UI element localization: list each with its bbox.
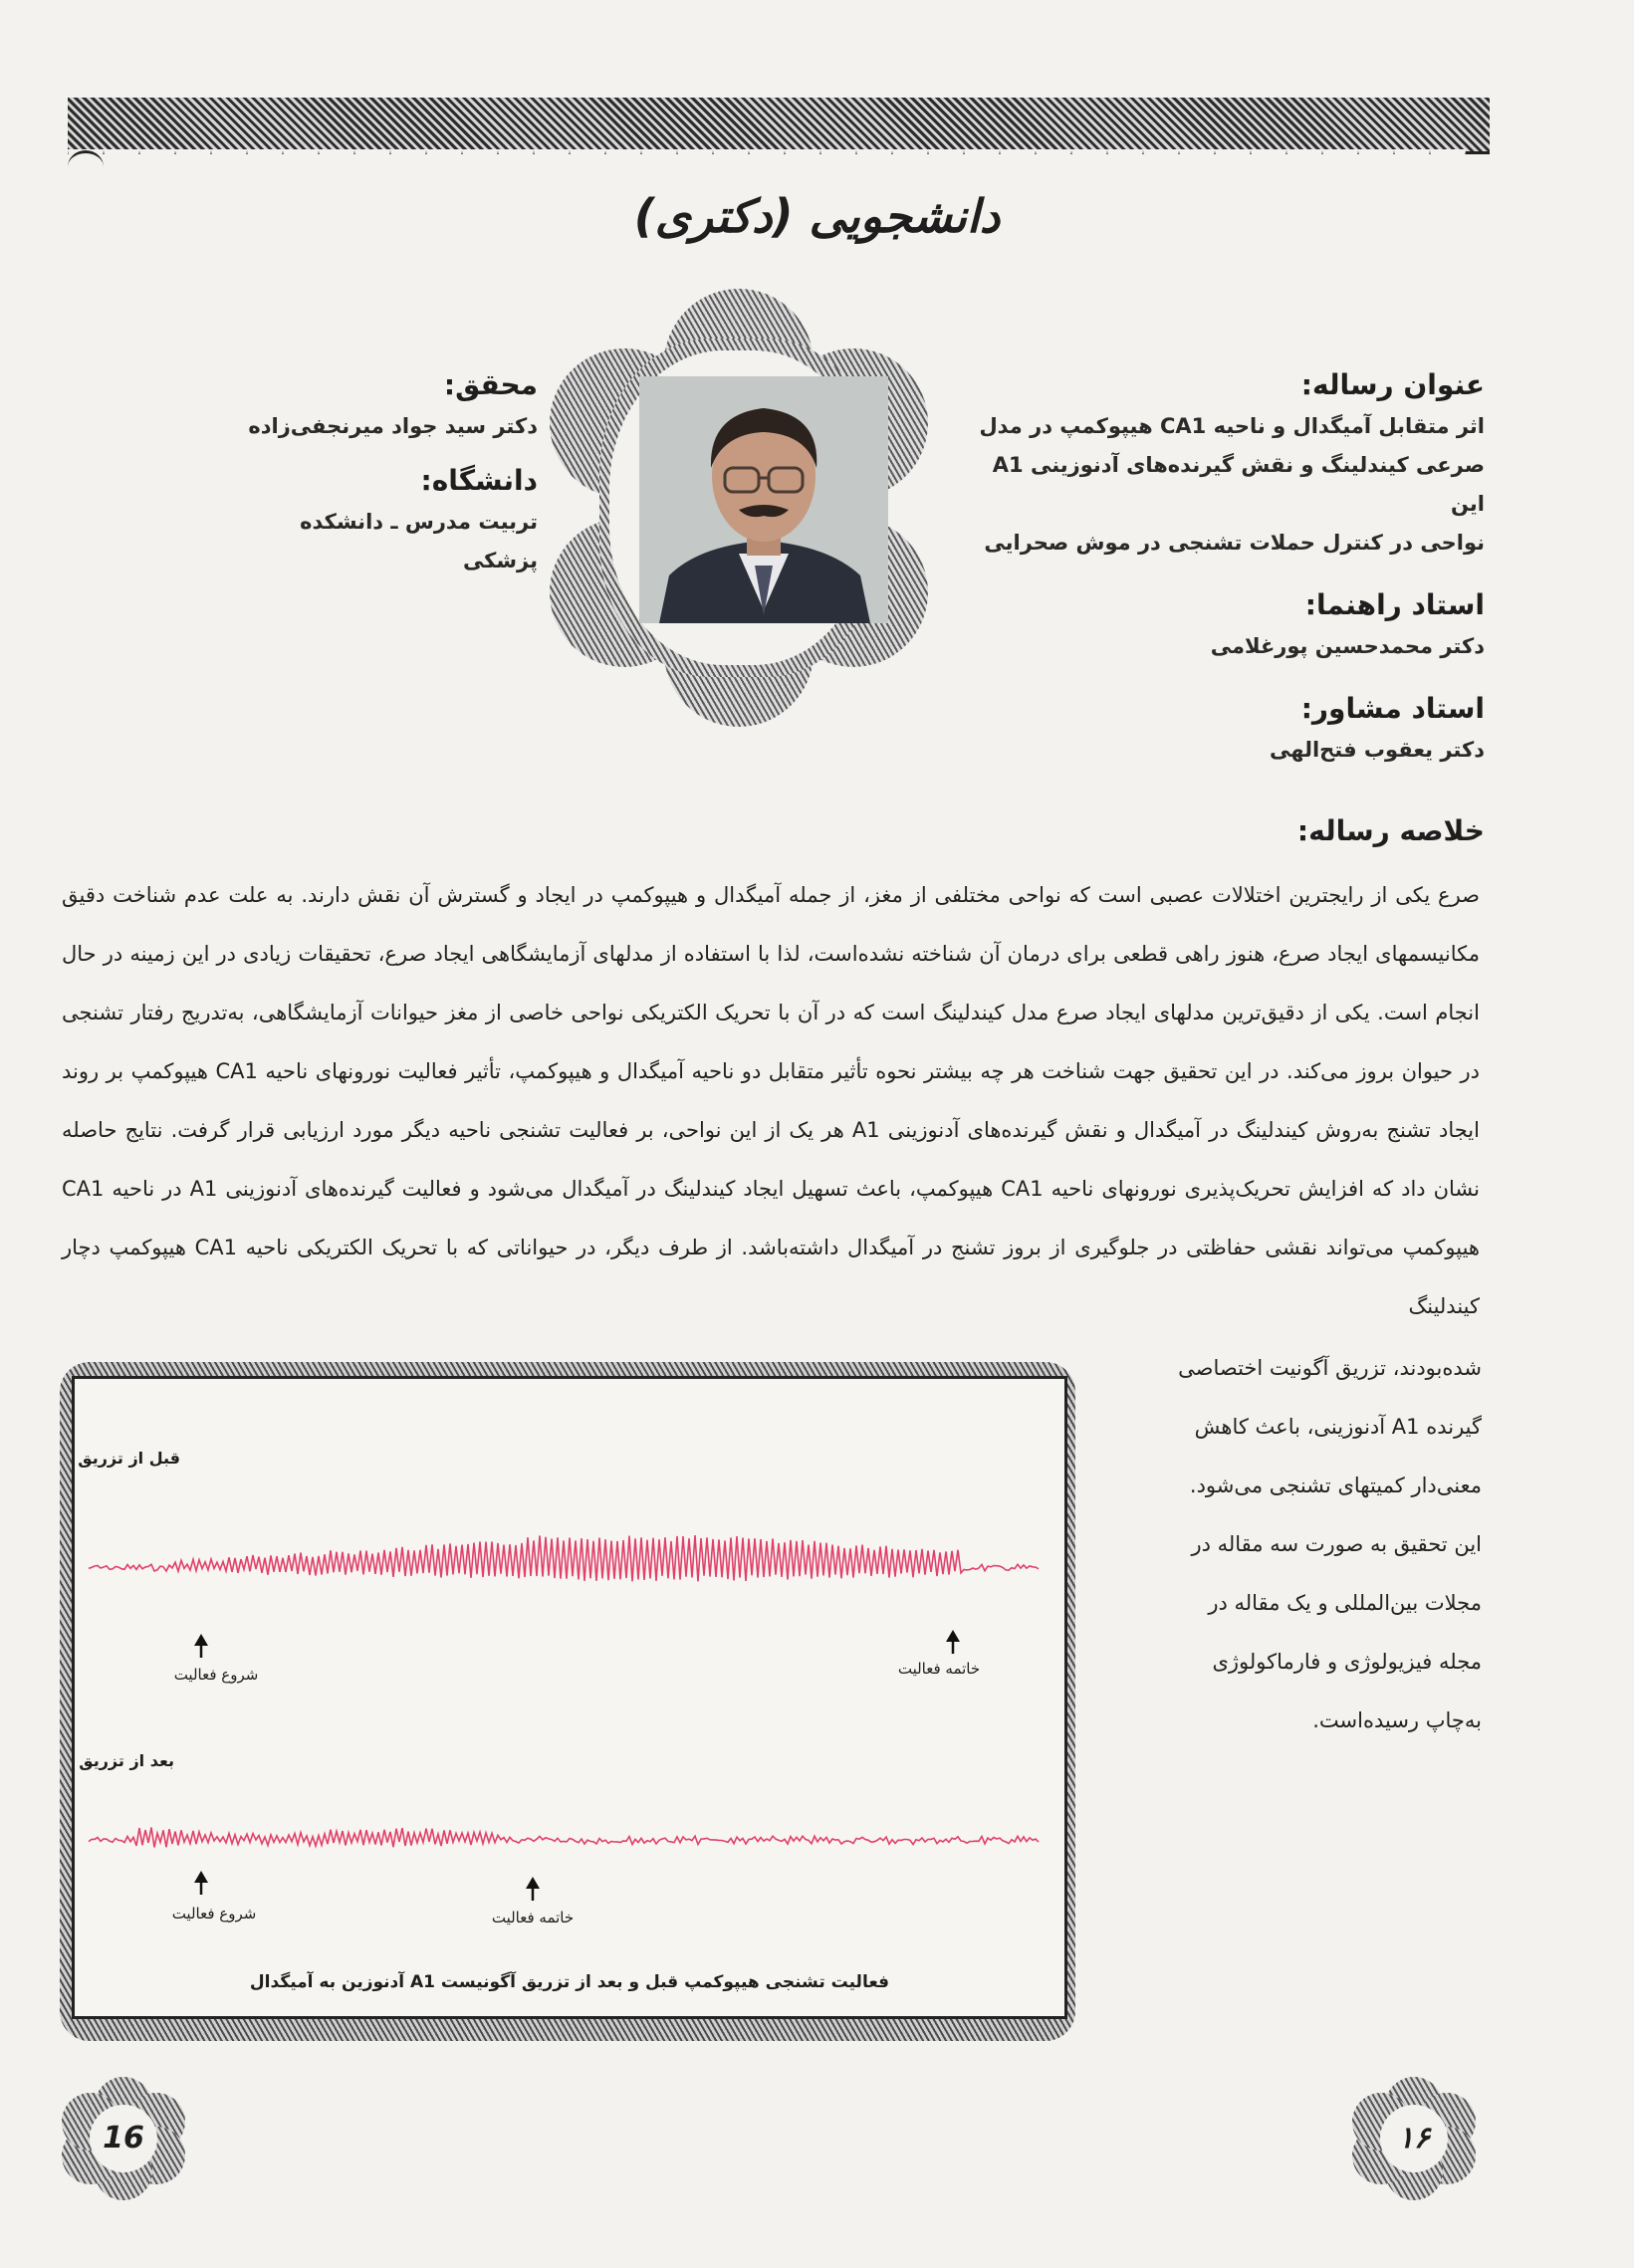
abstract-side-line: به‌چاپ رسیده‌است. <box>1312 1708 1482 1732</box>
abstract-heading: خلاصه رساله: <box>1296 814 1485 847</box>
thesis-title-line: صرعی کیندلینگ و نقش گیرنده‌های آدنوزینی A1 این <box>992 453 1485 516</box>
university-name: تربیت مدرس ـ دانشکده پزشکی <box>300 510 538 572</box>
researcher-name: دکتر سید جواد میرنجفی‌زاده <box>248 414 538 438</box>
supervisor-name: دکتر محمدحسین پورغلامی <box>1210 634 1485 658</box>
eeg-waveform <box>89 1535 1039 1581</box>
advisor-label: استاد مشاور: <box>1300 692 1485 725</box>
activity-end-label: خاتمه فعالیت <box>491 1909 575 1927</box>
abstract-body <box>62 866 1480 1336</box>
researcher-photo <box>639 376 888 623</box>
advisor-name: دکتر یعقوب فتح‌الهی <box>1269 738 1485 762</box>
abstract-side-line: این تحقیق به صورت سه مقاله در <box>1191 1532 1482 1556</box>
arrow-icon <box>946 1630 960 1654</box>
arrow-icon <box>526 1877 540 1901</box>
figure-caption: فعالیت تشنجی هیپوکمپ قبل و بعد از تزریق آگونیست A1 آدنوزین به آمیگدال <box>249 1972 890 1992</box>
page-number-left <box>62 2077 185 2200</box>
eeg-trace-after <box>89 1828 1039 1848</box>
page-title: دانشجویی (دکتری) <box>633 189 1001 243</box>
abstract-heading-block <box>987 814 1485 853</box>
university-label: دانشگاه: <box>420 464 538 497</box>
before-injection-label: قبل از تزریق <box>78 1449 180 1468</box>
arrow-icon <box>194 1871 208 1895</box>
abstract-side-line: گیرنده A1 آدنوزینی، باعث کاهش <box>1194 1415 1482 1439</box>
eeg-figure <box>72 1376 1067 2019</box>
abstract-side-line: مجله فیزیولوژی و فارماکولوژی <box>1212 1650 1482 1674</box>
after-injection-label: بعد از تزریق <box>79 1751 174 1770</box>
supervisor-label: استاد راهنما: <box>1304 588 1485 621</box>
page-number-text: ۱۶ <box>1380 2105 1448 2172</box>
eeg-waveform <box>89 1828 1039 1848</box>
abstract-continuation <box>1095 1339 1482 1750</box>
activity-start-label: شروع فعالیت <box>173 1666 259 1684</box>
thesis-title-label: عنوان رساله: <box>1300 368 1485 401</box>
abstract-side-line: شده‌بودند، تزریق آگونیت اختصاصی <box>1178 1356 1482 1380</box>
activity-start-label: شروع فعالیت <box>171 1905 257 1923</box>
decorative-header-band <box>68 98 1490 154</box>
thesis-title-line: نواحی در کنترل حملات تشنجی در موش صحرایی <box>984 531 1485 555</box>
abstract-side-line: معنی‌دار کمیتهای تشنجی می‌شود. <box>1189 1474 1482 1497</box>
thesis-title-line: اثر متقابل آمیگدال و ناحیه CA1 هیپوکمپ در مدل <box>979 414 1485 438</box>
page-number-text: 16 <box>90 2105 157 2172</box>
abstract-text: صرع یکی از رایجترین اختلالات عصبی است که نواحی مختلفی از مغز، از جمله آمیگدال و هیپوکمپ در ایجاد و گسترش آن نقش دارند. به علت عدم شناخت دقیق مکانیسمهای ایجاد صرع، هنوز راهی قطعی برای درمان آن شناخته نشده‌است، لذا با استفاده از مدلهای آزمایشگاهی ایجاد صرع، تحقیقات زیادی در این زمینه در حال انجام است. یکی از دقیق‌ترین مدلهای ایجاد صرع مدل کیندلینگ است که در آن با تحریک الکتریکی نواحی خاصی از مغز حیوانات آزمایشگاهی، به‌تدریج رفتار تشنجی در حیوان بروز می‌کند. در این تحقیق جهت شناخت هر چه بیشتر نحوه تأثیر متقابل دو ناحیه آمیگدال و هیپوکمپ، تأثیر فعالیت نورونهای ناحیه CA1 هیپوکمپ بر روند ایجاد تشنج به‌روش کیندلینگ در آمیگدال و نقش گیرنده‌های آدنوزینی A1 هر یک از این نواحی، بر فعالیت تشنجی ناحیه دیگر مورد ارزیابی قرار گرفت. نتایج حاصله نشان داد که افزایش تحریک‌پذیری نورونهای ناحیه CA1 هیپوکمپ، باعث تسهیل ایجاد کیندلینگ در آمیگدال می‌شود و فعالیت گیرنده‌های آدنوزینی A1 در ناحیه CA1 هیپوکمپ می‌تواند نقشی حفاظتی در جلوگیری از بروز تشنج در آمیگدال داشته‌باشد. از طرف دیگر، در حیواناتی که با تحریک الکتریکی ناحیه CA1 هیپوکمپ دچار کیندلینگ <box>62 883 1481 1318</box>
abstract-side-line: مجلات بین‌المللی و یک مقاله در <box>1208 1591 1482 1615</box>
activity-end-label: خاتمه فعالیت <box>897 1660 981 1678</box>
eeg-trace-before <box>89 1535 1039 1581</box>
page-number-right <box>1352 2077 1476 2200</box>
researcher-info <box>219 368 538 580</box>
thesis-info <box>967 368 1485 770</box>
researcher-label: محقق: <box>443 368 538 401</box>
arrow-icon <box>194 1634 208 1658</box>
